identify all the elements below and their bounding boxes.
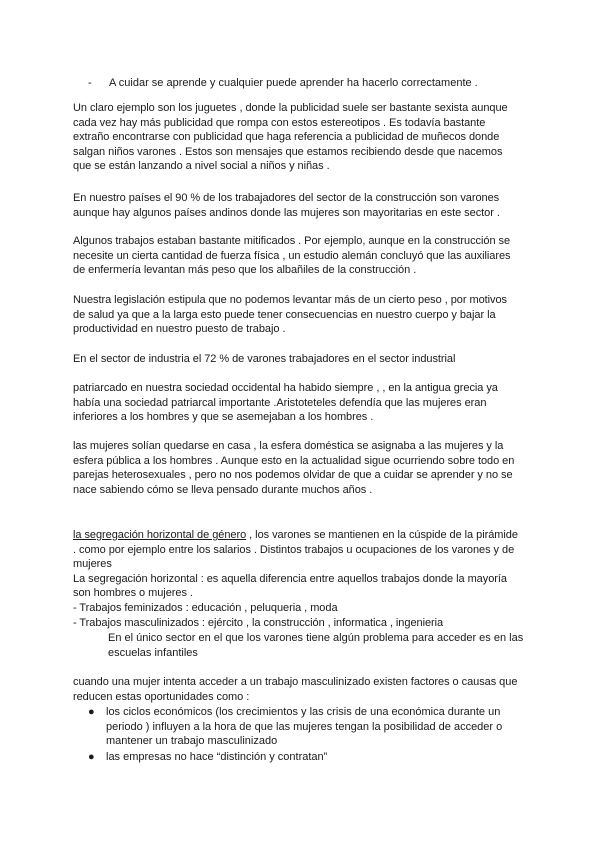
text-line: Nuestra legislación estipula que no podemos levantar más de un cierto peso , por motivos [73,294,508,306]
dash-item-text: A cuidar se aprende y cualquier puede aprender ha hacerlo correctamente . [109,77,478,89]
paragraph-esfera-domestica [73,439,529,497]
dash-list-item [88,76,478,91]
paragraph-patriarcado [73,381,529,425]
text-line: En el sector de industria el 72 % de varones trabajadores en el sector industrial [73,353,456,365]
paragraph-industria-72 [73,352,529,367]
text-fragment: , los varones se mantienen en la cúspide de la pirámide [246,529,518,541]
bullet-item [88,705,533,749]
text-line: cuando una mujer intenta acceder a un trabajo masculinizado existen factores o causas que [73,676,518,688]
text-line: . como por ejemplo entre los salarios . Distintos trabajos u ocupaciones de los varones y de [73,543,515,556]
bullet-item [88,750,533,765]
text-line: parejas heterosexuales , pero no nos podemos olvidar de que a cuidar se aprender y no se [73,469,513,482]
bullet-text [106,705,533,749]
text-line: las mujeres solían quedarse en casa , la esfera doméstica se asignaba a las mujeres y la [73,440,504,452]
text-line: periodo ) influyen a la hora de que las mujeres tengan la posibilidad de acceder o [106,720,503,733]
text-line: Algunos trabajos estaban bastante mitificados . Por ejemplo, aunque en la construcción se [73,235,511,247]
text-line: escuelas infantiles [108,646,198,659]
text-line: - Trabajos feminizados : educación , peluqueria , moda [73,601,338,614]
text-line: patriarcado en nuestra sociedad occidental ha habido siempre , , en la antigua grecia ya [73,382,498,394]
text-line: cada vez hay más publicidad que rompa con estos estereotipos . Es todavía bastante [73,116,486,129]
section-heading: la segregación horizontal de género [73,529,247,541]
text-line: esfera pública a los hombres . Aunque esto en la actualidad sigue ocurriendo sobre todo en [73,454,515,467]
text-line: necesite un cierta cantidad de fuerza física , un estudio alemán concluyó que las auxiliares [73,249,511,262]
indented-note [108,631,528,660]
section-first-line [73,528,533,543]
text-line: aunque hay algunos países andinos donde las mujeres son mayoritarias en este sector . [73,206,500,219]
paragraph-factores-intro [73,675,529,704]
text-line: las empresas no hace “distinción y contratan” [106,751,328,763]
paragraph-legislacion [73,293,529,337]
text-line: nace sabiendo cómo se lleva pensado durante muchos años . [73,483,373,496]
bullet-icon: ● [88,706,95,718]
text-line: En nuestro países el 90 % de los trabajadores del sector de la construcción son varones [73,192,500,204]
text-line: reducen estas oportunidades como : [73,690,250,703]
text-line: los ciclos económicos (los crecimientos y las crisis de una económica durante un [106,706,501,718]
text-line: Un claro ejemplo son los juguetes , donde la publicidad suele ser bastante sexista aunque [73,102,508,114]
paragraph-mitificados [73,234,529,278]
paragraph-construccion-90 [73,191,529,220]
text-line: extraño encontrarse con publicidad que haga referencia a publicidad de muñecos donde [73,131,500,144]
text-line: - Trabajos masculinizados : ejército , la construcción , informatica , ingenieria [73,616,444,629]
text-line: había una sociedad patriarcal importante .Aristoteteles defendía que las mujeres eran [73,396,487,409]
text-line: son hombres o mujeres . [73,587,193,600]
text-line: de enfermería levantan más peso que los albañiles de la construcción . [73,264,417,277]
paragraph-juguetes [73,101,529,174]
text-line: En el único sector en el que los varones tiene algún problema para acceder es en las [108,632,524,644]
bullet-icon: ● [88,751,95,763]
text-line: inferiores a los hombres y que se asemejaban a los hombres . [73,411,374,424]
text-line: La segregación horizontal : es aquella diferencia entre aquellos trabajos donde la mayoría [73,572,507,585]
bullet-text [106,750,533,765]
text-line: mujeres [73,558,112,571]
text-line: salgan niños varones . Estos son mensajes que estamos recibiendo desde que nacemos [73,145,503,158]
dash-marker: - [88,77,92,89]
text-line: mantener un trabajo masculinizado [106,735,278,748]
text-line: que se están lanzando a nivel social a niños y niñas . [73,160,330,173]
text-line: productividad en nuestro puesto de trabajo . [73,323,286,336]
text-line: de salud ya que a la larga esto puede tener consecuencias en nuestro cuerpo y bajar la [73,308,496,321]
section-segregacion [73,528,533,630]
